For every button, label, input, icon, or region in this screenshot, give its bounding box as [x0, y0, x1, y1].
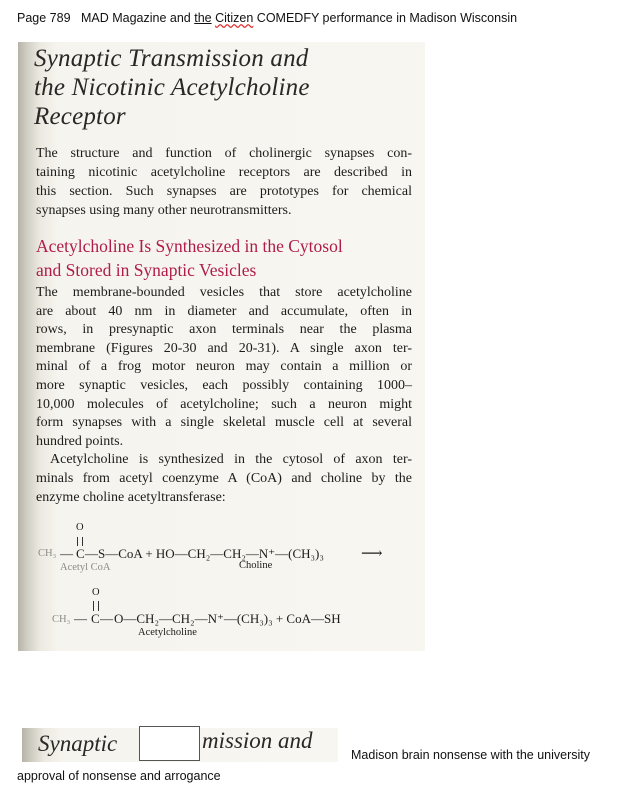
carbonyl-oxygen: O	[92, 587, 100, 598]
body-line: rows, in presynaptic axon terminals near the plasma	[36, 322, 412, 338]
intro-line: synapses using many other neurotransmitters.	[36, 203, 292, 218]
label-acetylcholine: Acetylcholine	[138, 627, 197, 638]
header-word-the: the	[194, 11, 212, 25]
intro-line: The structure and function of cholinergic synapses con-	[36, 146, 412, 161]
body-line: 10,000 molecules of acetylcholine; such a neuron might	[36, 396, 412, 412]
body-line: are about 40 nm in diameter and accumulate, often in	[36, 303, 412, 319]
double-bond	[93, 601, 99, 611]
methyl-group: CH₃	[52, 614, 71, 625]
intro-paragraph	[36, 144, 412, 220]
intro-line: this section. Such synapses are prototypes for chemical	[36, 184, 412, 199]
carbonyl-carbon: C	[76, 546, 85, 561]
methyl-group: CH₃	[38, 548, 57, 559]
label-choline: Choline	[239, 560, 273, 571]
body-line: minal of a frog motor neuron may contain a million or	[36, 359, 412, 375]
bottom-title-left: Synaptic	[38, 731, 118, 756]
body-line: The membrane-bounded vesicles that store acetylcholine	[36, 285, 412, 300]
carbonyl-carbon: C	[91, 611, 100, 626]
title-line: Receptor	[34, 103, 126, 130]
carbonyl-oxygen: O	[76, 522, 84, 533]
equation-2-text: O—CH₂—CH₂—N⁺—(CH₃)₃ + CoA—SH	[114, 611, 341, 626]
body-line: enzyme choline acetyltransferase:	[36, 489, 226, 505]
header-word-citizen: Citizen	[215, 11, 254, 25]
body-paragraph	[36, 284, 412, 507]
section-title	[34, 44, 310, 131]
title-line: Synaptic Transmission and	[34, 45, 309, 72]
scanned-textbook-excerpt: Synaptic Transmission and the Nicotinic Acetylcholine Receptor The structure and function of cholinergic synapses con- taining nicotinic acetylcholine receptors are described in this section. Such synapses are prototypes for chemical synapses using many other neurotransmitters. Acetylcholine Is Synthesized in the Cytosol and Stored in Synaptic Vesicles The membrane-bounded vesicles that store acetylcholine are about 40 nm in diameter and accumulate, often in rows, in presynaptic axon terminals near the plasma membrane (Figures 20-30 and 20-31). A single axon ter- minal of a frog motor neuron may contain a million or more synaptic vesicles, each possibly containing 1000– 10,000 molecules of acetylcholine; such a neuron might form synapses with a single skeletal muscle cell at several hundred points. Acetylcholine is synthesized in the cytosol of axon ter- minals from acetyl coenzyme A (CoA) and choline by the enzyme choline acetyltransferase: O CH₃ — C — S—CoA + HO—CH₂—CH₂—N⁺—(CH₃)₃ ⟶ Acetyl CoA Choline O CH₃ — C — O—CH₂—CH₂—N⁺—(CH₃)₃ + CoA—SH Acetylcholine	[18, 42, 425, 651]
subsection-line: Acetylcholine Is Synthesized in the Cytosol	[36, 236, 343, 256]
blank-textbox[interactable]	[139, 726, 200, 761]
body-line: Acetylcholine is synthesized in the cytosol of axon ter-	[50, 452, 412, 468]
subsection-heading	[36, 234, 343, 282]
body-line: membrane (Figures 20-30 and 20-31). A single axon ter-	[36, 340, 412, 356]
page-header	[17, 11, 517, 25]
label-acetyl-coa: Acetyl CoA	[60, 562, 111, 573]
page-label: Page 789	[17, 11, 71, 25]
double-bond	[77, 537, 83, 546]
bottom-caption: approval of nonsense and arrogance	[17, 769, 221, 783]
header-text-pre: MAD Magazine and	[80, 11, 191, 25]
reaction-arrow: ⟶	[361, 546, 383, 562]
header-text-post: COMEDFY performance in Madison Wisconsin	[256, 11, 518, 25]
side-caption: Madison brain nonsense with the university	[351, 748, 591, 762]
body-line: form synapses with a single skeletal muscle cell at several	[36, 415, 412, 431]
intro-line: taining nicotinic acetylcholine receptors are described in	[36, 165, 412, 180]
title-line: the Nicotinic Acetylcholine	[34, 74, 310, 101]
subsection-line: and Stored in Synaptic Vesicles	[36, 260, 257, 280]
equation-1-text: S—CoA + HO—CH₂—CH₂—N⁺—(CH₃)₃	[98, 546, 324, 561]
body-line: minals from acetyl coenzyme A (CoA) and choline by the	[36, 470, 412, 486]
bottom-title-right: mission and	[202, 728, 313, 753]
body-line: hundred points.	[36, 433, 124, 449]
body-line: more synaptic vesicles, each possibly containing 1000–	[36, 377, 412, 393]
